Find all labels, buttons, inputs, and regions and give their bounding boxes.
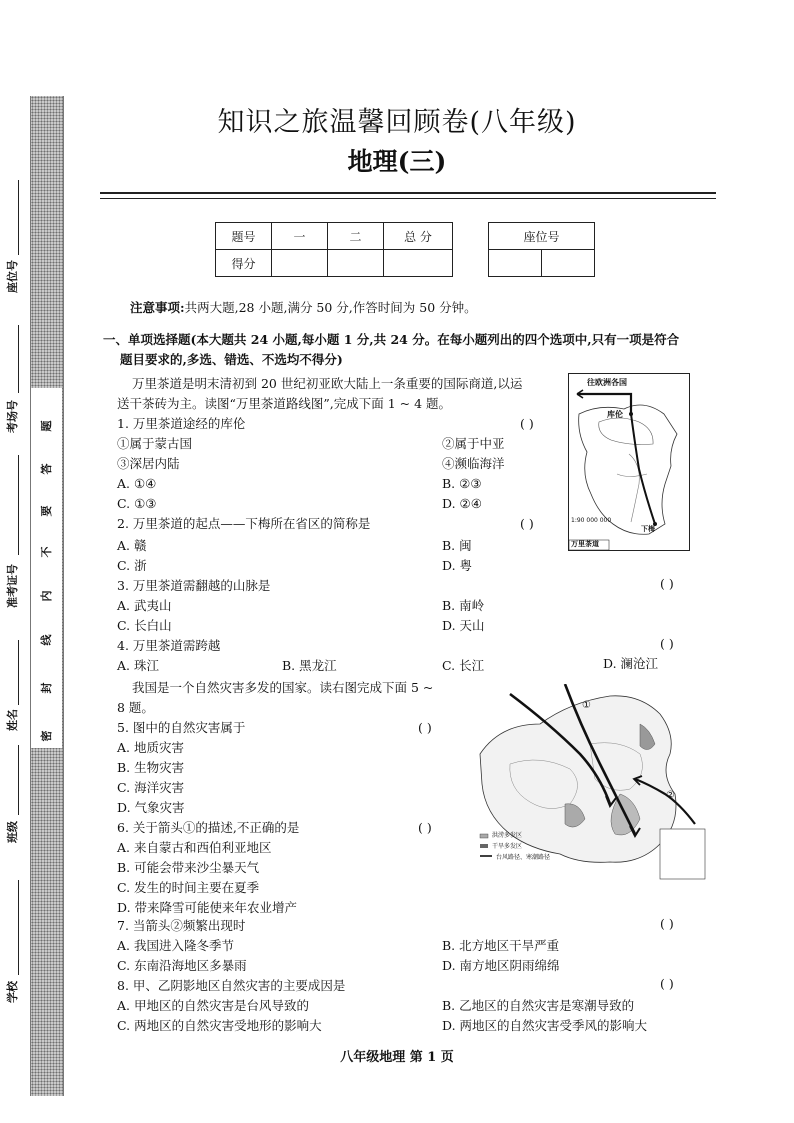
answer-blank[interactable]: ( ) — [418, 720, 432, 735]
school-label: 学校 — [6, 981, 19, 1003]
disaster-map — [470, 684, 710, 884]
option-b[interactable]: B. 闽 — [442, 538, 472, 553]
class-label: 班级 — [6, 821, 19, 843]
option-a[interactable]: A. 来自蒙古和西伯利亚地区 — [117, 840, 272, 855]
map-legend: 干旱多发区 — [492, 843, 523, 850]
tea-road-map — [568, 373, 690, 551]
page-title: 知识之旅温馨回顾卷(八年级) — [217, 107, 577, 138]
option-a[interactable]: A. 赣 — [117, 538, 147, 553]
notice-label: 注意事项: — [130, 300, 185, 315]
name-fill-line — [18, 640, 19, 705]
seal-char: 不 — [40, 546, 53, 558]
header-rule — [100, 198, 716, 199]
option-c[interactable]: C. 东南沿海地区多暴雨 — [117, 958, 247, 973]
map-legend: 台风路径、寒潮路径 — [496, 854, 551, 861]
option-b[interactable]: B. 可能会带来沙尘暴天气 — [117, 860, 260, 875]
passage-text: 万里茶道是明末清初到 20 世纪初亚欧大陆上一条重要的国际商道,以运 — [132, 376, 523, 391]
map-legend: 洪涝多发区 — [492, 832, 523, 839]
seat-cell[interactable] — [542, 250, 595, 277]
score-table — [215, 222, 453, 277]
option-b[interactable]: B. 乙地区的自然灾害是寒潮导致的 — [442, 998, 635, 1013]
passage-text: 我国是一个自然灾害多发的国家。读右图完成下面 5 ~ — [132, 680, 434, 695]
score-table-header: 总 分 — [384, 223, 453, 250]
option-d[interactable]: D. 两地区的自然灾害受季风的影响大 — [442, 1018, 648, 1033]
option-a[interactable]: A. 地质灾害 — [117, 740, 184, 755]
page-footer: 八年级地理 第 1 页 — [340, 1050, 454, 1065]
option-b[interactable]: B. ②③ — [442, 476, 482, 491]
answer-blank[interactable]: ( ) — [520, 516, 534, 531]
exam-no-label: 准考证号 — [6, 564, 19, 608]
option-d[interactable]: D. 南方地区阴雨绵绵 — [442, 958, 560, 973]
option-d[interactable]: D. ②④ — [442, 496, 482, 511]
seal-char: 内 — [40, 590, 53, 602]
header-rule — [100, 192, 716, 194]
score-table-header: 一 — [272, 223, 328, 250]
score-cell[interactable] — [384, 250, 453, 277]
question-stem: 2. 万里茶道的起点——下梅所在省区的简称是 — [117, 516, 371, 531]
score-table-header: 二 — [328, 223, 384, 250]
statement: ③深居内陆 — [117, 456, 180, 471]
option-a[interactable]: A. 珠江 — [117, 658, 159, 673]
name-label: 姓名 — [6, 709, 19, 731]
map-label: 库伦 — [607, 410, 623, 419]
question-stem: 3. 万里茶道需翻越的山脉是 — [117, 578, 271, 593]
option-a[interactable]: A. ①④ — [117, 476, 157, 491]
option-d[interactable]: D. 带来降雪可能使来年农业增产 — [117, 900, 298, 915]
option-c[interactable]: C. 长江 — [442, 658, 485, 673]
seal-char: 要 — [40, 505, 53, 517]
option-b[interactable]: B. 黑龙江 — [282, 658, 337, 673]
exam-no-fill-line — [18, 455, 19, 555]
statement: ②属于中亚 — [442, 436, 505, 451]
option-c[interactable]: C. 发生的时间主要在夏季 — [117, 880, 260, 895]
option-c[interactable]: C. ①③ — [117, 496, 157, 511]
seat-table-header: 座位号 — [489, 223, 595, 250]
question-stem: 7. 当箭头②频繁出现时 — [117, 918, 246, 933]
seal-char: 答 — [40, 463, 53, 475]
notice — [130, 300, 477, 315]
score-row-label: 得分 — [216, 250, 272, 277]
option-a[interactable]: A. 我国进入隆冬季节 — [117, 938, 234, 953]
option-d[interactable]: D. 天山 — [442, 618, 485, 633]
section-heading: 题目要求的,多选、错选、不选均不得分) — [120, 352, 343, 367]
seal-char: 封 — [40, 682, 53, 694]
map-label: 往欧洲各国 — [587, 378, 627, 387]
passage-text: 送干茶砖为主。读图“万里茶道路线图”,完成下面 1 ~ 4 题。 — [117, 396, 452, 411]
score-cell[interactable] — [328, 250, 384, 277]
option-b[interactable]: B. 北方地区干旱严重 — [442, 938, 560, 953]
question-stem: 1. 万里茶道途经的库伦 — [117, 416, 246, 431]
room-label: 考场号 — [6, 400, 19, 433]
notice-text: 共两大题,28 小题,满分 50 分,作答时间为 50 分钟。 — [184, 300, 477, 315]
option-a[interactable]: A. 甲地区的自然灾害是台风导致的 — [117, 998, 309, 1013]
seat-cell[interactable] — [489, 250, 542, 277]
room-fill-line — [18, 325, 19, 393]
seat-fill-line — [18, 180, 19, 255]
score-cell[interactable] — [272, 250, 328, 277]
map-scale: 1:90 000 000 — [571, 517, 612, 524]
answer-blank[interactable]: ( ) — [660, 976, 674, 991]
seal-char: 密 — [40, 730, 53, 742]
option-a[interactable]: A. 武夷山 — [117, 598, 172, 613]
option-c[interactable]: C. 两地区的自然灾害受地形的影响大 — [117, 1018, 322, 1033]
school-fill-line — [18, 880, 19, 975]
class-fill-line — [18, 745, 19, 815]
score-table-header: 题号 — [216, 223, 272, 250]
question-stem: 4. 万里茶道需跨越 — [117, 638, 221, 653]
option-d[interactable]: D. 澜沧江 — [603, 656, 659, 671]
seat-table — [488, 222, 595, 277]
question-stem: 5. 图中的自然灾害属于 — [117, 720, 246, 735]
answer-blank[interactable]: ( ) — [520, 416, 534, 431]
seal-char: 题 — [40, 420, 53, 432]
option-b[interactable]: B. 南岭 — [442, 598, 485, 613]
answer-blank[interactable]: ( ) — [660, 576, 674, 591]
option-c[interactable]: C. 浙 — [117, 558, 147, 573]
option-b[interactable]: B. 生物灾害 — [117, 760, 185, 775]
passage-text: 8 题。 — [117, 700, 154, 715]
answer-blank[interactable]: ( ) — [660, 636, 674, 651]
option-c[interactable]: C. 海洋灾害 — [117, 780, 185, 795]
seat-side-label: 座位号 — [6, 260, 19, 293]
map-marker: ② — [666, 790, 675, 801]
answer-blank[interactable]: ( ) — [418, 820, 432, 835]
map-marker: ① — [582, 700, 591, 711]
map-legend: 万里茶道 — [571, 540, 599, 548]
question-stem: 8. 甲、乙阴影地区自然灾害的主要成因是 — [117, 978, 346, 993]
answer-blank[interactable]: ( ) — [660, 916, 674, 931]
seal-char: 线 — [40, 634, 53, 646]
map-label: 下梅 — [641, 525, 655, 533]
option-d[interactable]: D. 气象灾害 — [117, 800, 185, 815]
statement: ①属于蒙古国 — [117, 436, 193, 451]
option-d[interactable]: D. 粤 — [442, 558, 473, 573]
question-stem: 6. 关于箭头①的描述,不正确的是 — [117, 820, 300, 835]
page-subtitle: 地理(三) — [347, 147, 447, 176]
section-heading: 一、单项选择题(本大题共 24 小题,每小题 1 分,共 24 分。在每小题列出的四个选项中,只有一项是符合 — [103, 332, 680, 347]
option-c[interactable]: C. 长白山 — [117, 618, 172, 633]
statement: ④濒临海洋 — [442, 456, 505, 471]
